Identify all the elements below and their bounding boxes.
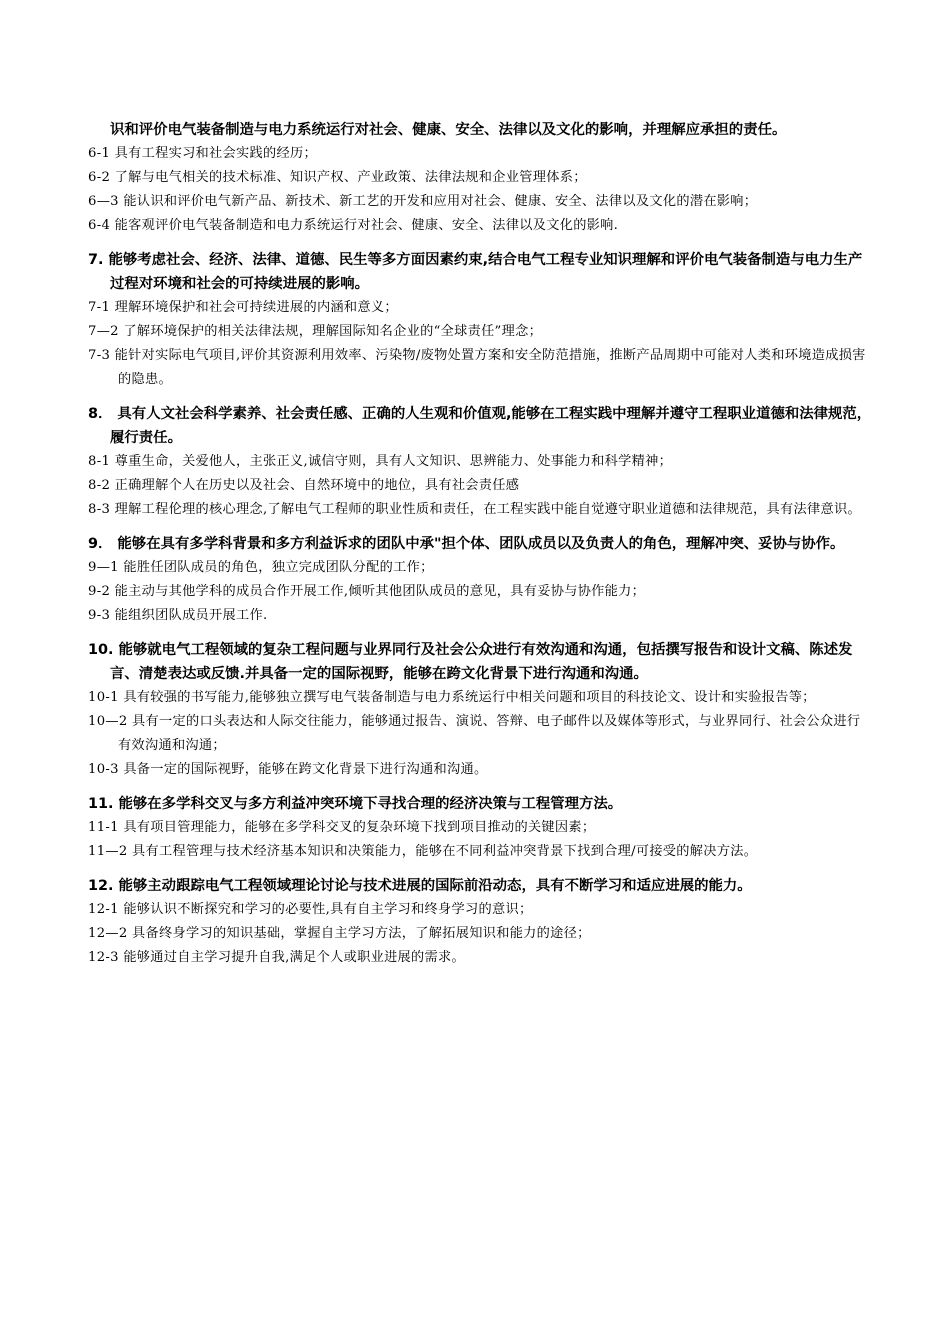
item-12-3: 12-3 能够通过自主学习提升自我,满足个人或职业进展的需求。 [88, 950, 465, 965]
item-9-1: 9—1 能胜任团队成员的角色，独立完成团队分配的工作； [88, 560, 434, 575]
item-9-2: 9-2 能主动与其他学科的成员合作开展工作,倾听其他团队成员的意见，具有妥协与协作能力； [88, 584, 646, 599]
item-9-3: 9-3 能组织团队成员开展工作. [88, 608, 268, 623]
section-11-heading: 11. 能够在多学科交叉与多方利益冲突环境下寻找合理的经济决策与工程管理方法。 [88, 796, 623, 812]
item-7-1: 7-1 理解环境保护和社会可持续进展的内涵和意义； [88, 300, 398, 315]
item-6-2: 6-2 了解与电气相关的技术标准、知识产权、产业政策、法律法规和企业管理体系； [88, 170, 587, 185]
item-6-1: 6-1 具有工程实习和社会实践的经历； [88, 146, 317, 161]
item-10-2: 10—2 具有一定的口头表达和人际交往能力，能够通过报告、演说、答辩、电子邮件以及媒体等形式，与业界同行、社会公众进行有效沟通和沟通； [88, 714, 861, 753]
item-12-1: 12-1 能够认识不断探究和学习的必要性,具有自主学习和终身学习的意识； [88, 902, 533, 917]
item-8-2: 8-2 正确理解个人在历史以及社会、自然环境中的地位，具有社会责任感 [88, 478, 520, 493]
item-11-1: 11-1 具有项目管理能力，能够在多学科交叉的复杂环境下找到项目推动的关键因素； [88, 820, 596, 835]
section-8-heading: 8． 具有人文社会科学素养、社会责任感、正确的人生观和价值观,能够在工程实践中理解并遵守工程职业道德和法律规范，履行责任。 [88, 406, 872, 446]
item-6-4: 6-4 能客观评价电气装备制造和电力系统运行对社会、健康、安全、法律以及文化的影响. [88, 218, 619, 233]
section-10-heading: 10. 能够就电气工程领域的复杂工程问题与业界同行及社会公众进行有效沟通和沟通，包括撰写报告和设计文稿、陈述发言、清楚表达或反馈.并具备一定的国际视野，能够在跨文化背景下进行沟通和沟通。 [88, 642, 853, 682]
section-12-heading: 12. 能够主动跟踪电气工程领域理论讨论与技术进展的国际前沿动态，具有不断学习和适应进展的能力。 [88, 878, 752, 894]
item-7-3: 7-3 能针对实际电气项目,评价其资源利用效率、污染物/废物处置方案和安全防范措施，推断产品周期中可能对人类和环境造成损害的隐患。 [88, 348, 866, 387]
item-10-3: 10-3 具备一定的国际视野，能够在跨文化背景下进行沟通和沟通。 [88, 762, 488, 777]
item-6-3: 6—3 能认识和评价电气新产品、新技术、新工艺的开发和应用对社会、健康、安全、法律以及文化的潜在影响； [88, 194, 758, 209]
item-11-2: 11—2 具有工程管理与技术经济基本知识和决策能力，能够在不同利益冲突背景下找到合理/可接受的解决方法。 [88, 844, 758, 859]
document-page [88, 118, 872, 970]
item-12-2: 12—2 具备终身学习的知识基础，掌握自主学习方法，了解拓展知识和能力的途径； [88, 926, 591, 941]
section-9-heading: 9． 能够在具有多学科背景和多方利益诉求的团队中承"担个体、团队成员以及负责人的角色，理解冲突、妥协与协作。 [88, 536, 845, 552]
section-7-heading: 7. 能够考虑社会、经济、法律、道德、民生等多方面因素约束,结合电气工程专业知识理解和评价电气装备制造与电力生产过程对环境和社会的可持续进展的影响。 [88, 252, 863, 292]
item-8-3: 8-3 理解工程伦理的核心理念,了解电气工程师的职业性质和责任，在工程实践中能自觉遵守职业道德和法律规范，具有法律意识。 [88, 502, 861, 517]
section-6-text: 识和评价电气装备制造与电力系统运行对社会、健康、安全、法律以及文化的影响，并理解应承担的责任。 [110, 122, 787, 138]
item-8-1: 8-1 尊重生命，关爱他人，主张正义,诚信守则，具有人文知识、思辨能力、处事能力和科学精神； [88, 454, 673, 469]
item-7-2: 7—2 了解环境保护的相关法律法规，理解国际知名企业的“全球责任”理念； [88, 324, 543, 339]
section-6-heading-continuation [88, 118, 872, 142]
item-10-1: 10-1 具有较强的书写能力,能够独立撰写电气装备制造与电力系统运行中相关问题和项目的科技论文、设计和实验报告等； [88, 690, 816, 705]
